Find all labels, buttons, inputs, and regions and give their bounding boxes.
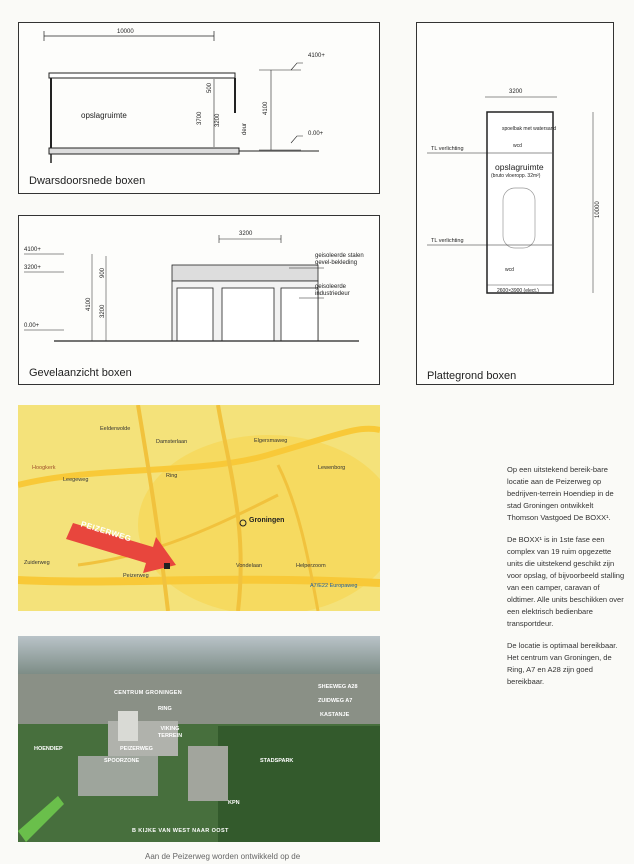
map-label-eelderwolde: Eelderwolde	[100, 426, 131, 432]
map-label-helperzoom: Helperzoom	[296, 563, 326, 569]
room-label: opslagruimte	[81, 111, 127, 120]
photo-label-ring: RING	[158, 706, 172, 712]
plan-dim-10000: 10000	[595, 201, 601, 218]
dim-4100: 4100	[263, 101, 269, 115]
map-label-a7: A7/E22 Europaweg	[310, 583, 358, 589]
description-para-2: De BOXX¹ is in 1ste fase een complex van 19 ruim opgezette units die uitstekend geschikt zijn voor opslag, of bijvoorbeeld stalling van een camper, caravan of oldtimer. Alle units beschikken over een elektrisch bedienbare transportdeur.	[507, 535, 625, 628]
elev-level-zero: 0.00+	[24, 323, 40, 329]
level-top: 4100+	[308, 53, 325, 59]
map-label-damsterlaan: Damsterlaan	[156, 439, 188, 445]
door-note: 2600×3900 (elect.)	[497, 288, 539, 294]
elev-dim-900: 900	[100, 267, 106, 278]
level-zero: 0.00+	[308, 131, 324, 137]
description-para-1: Op een uitstekend bereik-bare locatie aan de Peizerweg op bedrijven-terrein Hoendiep in de stad Groningen ontwikkelt Thomson Vastgoed De BOXX¹.	[507, 465, 614, 522]
light-2: TL verlichting	[431, 238, 464, 244]
aerial-photo-drawing	[18, 636, 380, 842]
map-label-ring: Ring	[166, 473, 178, 479]
map-label-zuiderweg: Zuiderweg	[24, 560, 50, 566]
elevation-drawing	[19, 216, 381, 386]
elev-dim-4100: 4100	[86, 297, 92, 311]
cross-section-drawing	[19, 23, 381, 195]
map-label-hoogkerk: Hoogkerk	[32, 465, 56, 471]
map-label-vondelaan: Vondelaan	[236, 563, 262, 569]
elev-level-4100: 4100+	[24, 247, 41, 253]
note-sink: spoelbak met watersand	[502, 126, 557, 132]
photo-label-zuidweg: ZUIDWEG A7	[318, 698, 353, 704]
elev-dim-3200: 3200	[239, 231, 253, 237]
note-door: geisoleerde industriedeur	[315, 284, 350, 297]
map-label-leegeweg: Leegeweg	[63, 477, 89, 483]
floor-plan-caption: Plattegrond boxen	[427, 370, 517, 382]
footer-text: Aan de Peizerweg worden ontwikkeld op de	[145, 852, 301, 861]
photo-label-viking: VIKING TERREIN	[157, 726, 183, 739]
dim-width: 10000	[117, 29, 134, 35]
map-arrow-label: PEIZERWEG	[79, 519, 133, 544]
photo-label-direction: B KIJKE VAN WEST NAAR OOST	[132, 828, 229, 834]
plan-room-area: (bruto vloeropp. 32m²)	[491, 173, 541, 179]
map-label-peizerweg: Peizerweg	[123, 573, 149, 579]
description-para-3: De locatie is optimaal bereikbaar. Het centrum van Groningen, de Ring, A7 en A28 zijn goed bereikbaar.	[507, 641, 618, 686]
floor-plan-drawing	[417, 23, 615, 386]
photo-label-kpn: KPN	[228, 800, 240, 806]
elevation-caption: Gevelaanzicht boxen	[29, 367, 132, 379]
note-wcd-top: wcd	[513, 143, 522, 149]
photo-label-spoorzone: SPOORZONE	[104, 758, 140, 764]
floor-plan-panel	[416, 22, 614, 385]
map-label-groningen: Groningen	[249, 517, 285, 524]
map-label-elgersmaweg: Elgersmaweg	[254, 438, 288, 444]
location-map	[18, 405, 380, 611]
photo-label-centrum: CENTRUM GRONINGEN	[114, 690, 183, 696]
dim-3200: 3200	[215, 113, 221, 127]
map-label-lewenborg: Lewenborg	[318, 465, 346, 471]
photo-label-peizerweg: PEIZERWEG	[120, 746, 153, 752]
plan-room-label: opslagruimte	[495, 162, 544, 172]
dim-3700: 3700	[197, 111, 203, 125]
elevation-panel	[18, 215, 380, 385]
door-label: deur	[242, 122, 248, 135]
note-cladding: geisoleerde stalen gevel-bekleding	[315, 253, 364, 266]
description-text	[507, 464, 625, 698]
photo-label-stadspark: STADSPARK	[260, 758, 294, 764]
note-wcd-bottom: wcd	[505, 267, 514, 273]
elev-level-3200: 3200+	[24, 265, 41, 271]
light-1: TL verlichting	[431, 146, 464, 152]
dim-500: 500	[207, 82, 213, 93]
photo-label-kastanje: KASTANJE	[320, 712, 350, 718]
photo-label-hoendiep: HOENDIEP	[34, 746, 63, 752]
plan-dim-3200: 3200	[509, 89, 523, 95]
elev-dim-3200-v: 3200	[100, 304, 106, 318]
photo-label-sheetweg: SHEEWEG A28	[318, 684, 358, 690]
aerial-photo	[18, 636, 380, 842]
map-drawing	[18, 405, 380, 611]
cross-section-panel	[18, 22, 380, 194]
cross-section-caption: Dwarsdoorsnede boxen	[29, 175, 146, 187]
